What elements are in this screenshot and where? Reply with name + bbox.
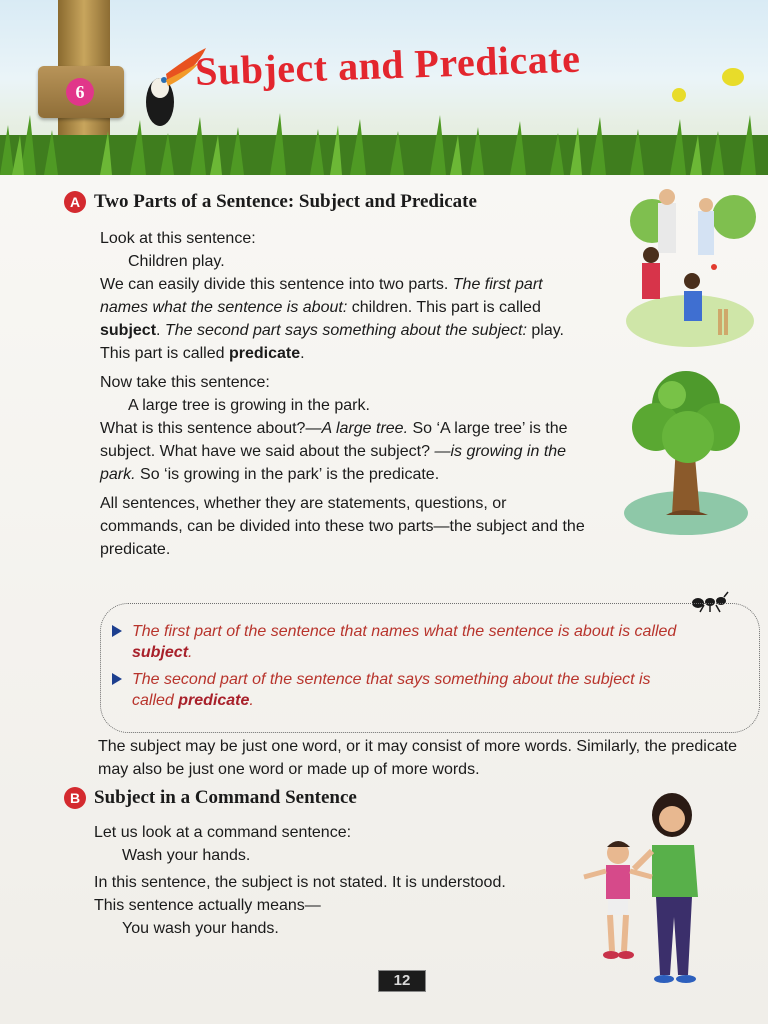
- rule-1: [132, 621, 692, 663]
- predicate-keyword: predicate: [228, 345, 301, 362]
- rule-2: [132, 669, 692, 711]
- arrow-bullet-icon: [112, 673, 122, 685]
- p1-i: .: [300, 345, 305, 362]
- rule-1-end: .: [188, 644, 193, 661]
- mother-child-illustration: [574, 787, 744, 987]
- page-content: [0, 175, 768, 1024]
- rule-1-text: The first part of the sentence that names what the sentence is about is called: [132, 623, 677, 640]
- section-b-paragraph: In this sentence, the subject is not stated. It is understood. This sentence actually means—: [94, 874, 506, 914]
- rule-2-text: The second part of the sentence that says something about the subject is called: [132, 671, 651, 709]
- p1-b: The first part names what the sentence is about:: [100, 276, 543, 316]
- command-example-1: Wash your hands.: [122, 847, 251, 864]
- rule-1-keyword: subject: [132, 644, 189, 661]
- page-number: 12: [378, 970, 426, 992]
- section-a-text: [100, 227, 588, 561]
- section-a-badge: A: [64, 191, 86, 213]
- p1-c: children. This part is called: [351, 299, 541, 316]
- section-b-badge: B: [64, 787, 86, 809]
- tree-illustration: [618, 365, 752, 545]
- rule-2-end: .: [249, 692, 254, 709]
- look-line: Look at this sentence:: [100, 230, 256, 247]
- p1-a: We can easily divide this sentence into two parts.: [100, 276, 449, 293]
- section-b-look: Let us look at a command sentence:: [94, 824, 352, 841]
- p2-d: —is growing in the park.: [100, 443, 567, 483]
- command-example-2: You wash your hands.: [122, 920, 279, 937]
- section-a-heading: [64, 191, 477, 213]
- now-line: Now take this sentence:: [100, 374, 270, 391]
- after-rules-paragraph: The subject may be just one word, or it may consist of more words. Similarly, the predicate may also be just one word or made up of more words.: [98, 738, 738, 778]
- rule-2-keyword: predicate: [178, 692, 250, 709]
- p1-f: The second part says something about the subject:: [164, 322, 527, 339]
- section-b-text: [94, 821, 514, 940]
- paragraph-2: [100, 417, 588, 486]
- section-b-title: Subject in a Command Sentence: [94, 787, 357, 808]
- p1-e: .: [156, 322, 161, 339]
- yellow-ball-2: [722, 68, 744, 86]
- p2-b: A large tree.: [321, 420, 409, 437]
- arrow-bullet-icon: [112, 625, 122, 637]
- section-b-heading: [64, 787, 357, 809]
- subject-keyword: subject: [100, 322, 157, 339]
- chapter-banner: [0, 0, 768, 175]
- chapter-number: 6: [66, 78, 94, 106]
- yellow-ball-1: [672, 88, 686, 102]
- p1-g: play. This part is called: [100, 322, 564, 362]
- example-sentence-1: Children play.: [128, 253, 225, 270]
- paragraph-3: All sentences, whether they are statements, questions, or commands, can be divided into these two parts—the subject and the predicate.: [100, 495, 585, 558]
- p2-c: So ‘A large tree’ is the subject. What have we said about the subject?: [100, 420, 568, 460]
- p2-a: What is this sentence about?—: [100, 420, 322, 437]
- cricket-children-illustration: [622, 181, 758, 351]
- section-a-title: Two Parts of a Sentence: Subject and Predicate: [94, 191, 477, 212]
- paragraph-1: [100, 273, 588, 365]
- example-sentence-2: A large tree is growing in the park.: [128, 397, 370, 414]
- p2-e: So ‘is growing in the park’ is the predicate.: [140, 466, 440, 483]
- grass-strip: [0, 105, 768, 175]
- chapter-title: Subject and Predicate: [194, 35, 582, 95]
